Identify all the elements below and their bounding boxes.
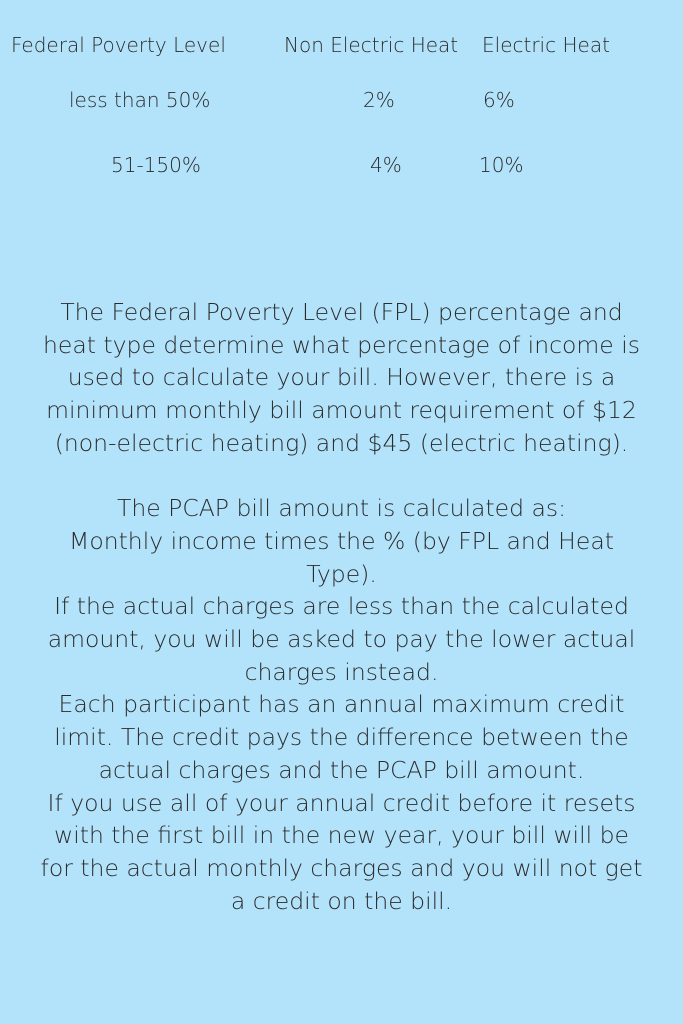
- explanation-text: [40, 296, 643, 917]
- table-cell-electric: 10%: [479, 153, 524, 177]
- table-cell-electric: 6%: [483, 88, 515, 112]
- table-cell-fpl: 51-150%: [111, 153, 201, 177]
- calculation-formula: Monthly income times the % (by FPL and Heat Type).: [69, 526, 614, 588]
- column-header-non-electric-heat: Non Electric Heat: [284, 33, 459, 57]
- actual-charges-paragraph: If the actual charges are less than the calculated amount, you will be asked to pay the lower actual charges instead.: [47, 592, 636, 686]
- column-header-electric-heat: Electric Heat: [482, 33, 610, 57]
- credit-used-paragraph: If you use all of your annual credit before it resets with the first bill in the new year, your bill will be for the actual monthly charges and you will not get a credit on the bill.: [40, 788, 643, 915]
- calculation-heading: The PCAP bill amount is calculated as:: [116, 494, 567, 523]
- intro-paragraph: The Federal Poverty Level (FPL) percentage and heat type determine what percentage of income is used to calculate your bill. However, there is a minimum monthly bill amount requirement of $12 (non-electric heating) and $45 (electric heating).: [42, 298, 640, 457]
- table-cell-non-electric: 2%: [363, 88, 395, 112]
- paragraph-spacer: [40, 460, 643, 493]
- fpl-rate-table: [0, 0, 683, 200]
- column-header-fpl: Federal Poverty Level: [11, 33, 226, 57]
- credit-limit-paragraph: Each participant has an annual maximum credit limit. The credit pays the difference between the actual charges and the PCAP bill amount.: [54, 690, 629, 784]
- table-cell-fpl: less than 50%: [69, 88, 211, 112]
- table-cell-non-electric: 4%: [370, 153, 402, 177]
